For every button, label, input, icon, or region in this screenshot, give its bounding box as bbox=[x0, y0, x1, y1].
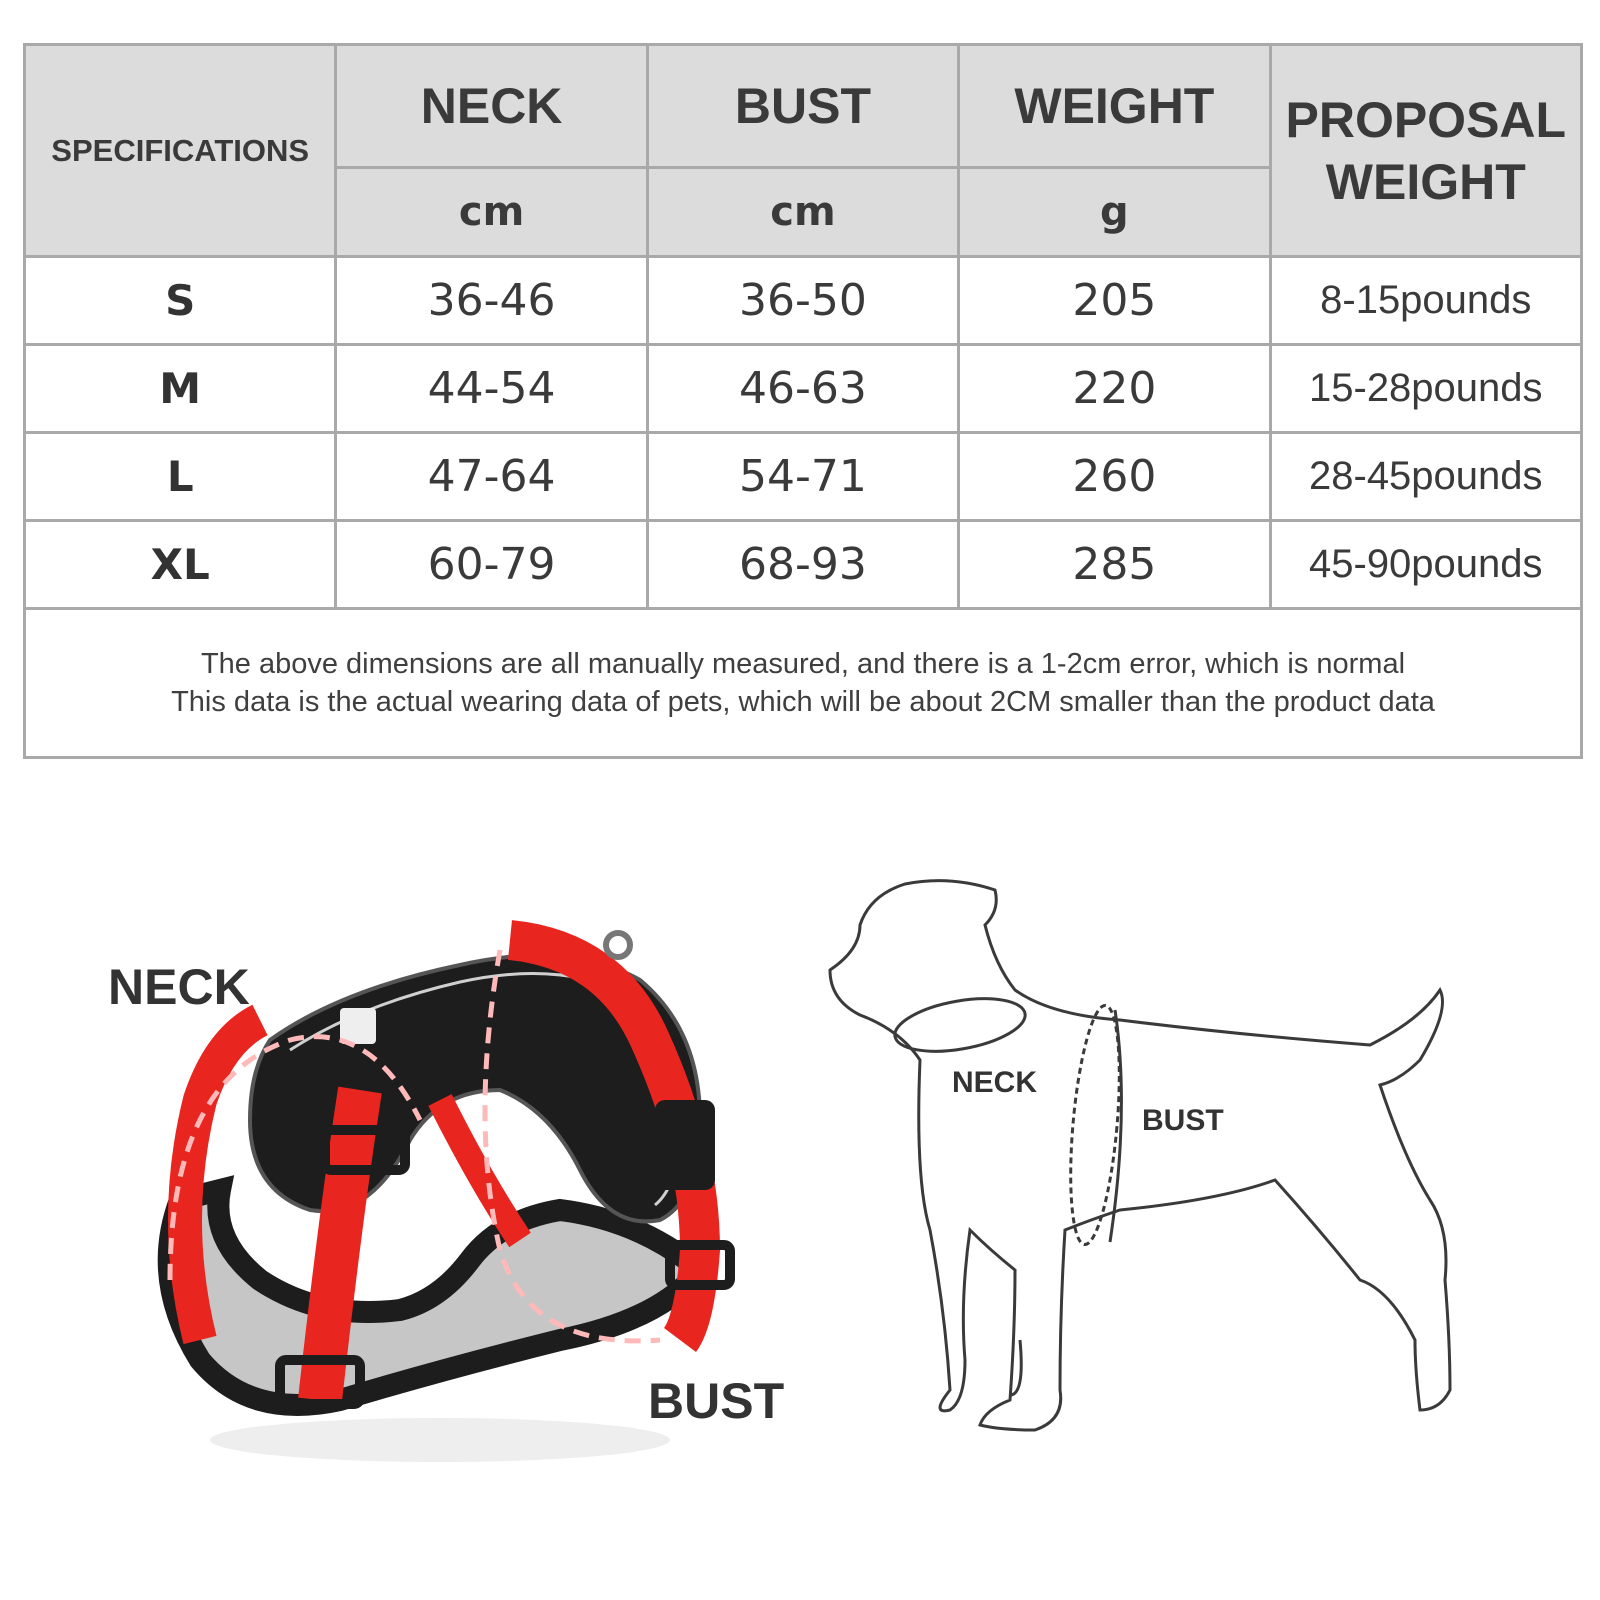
neck-unit: cm bbox=[336, 168, 647, 257]
neck-cell: 60-79 bbox=[336, 521, 647, 609]
proposal-cell: 28-45pounds bbox=[1270, 433, 1581, 521]
weight-header: WEIGHT bbox=[959, 45, 1270, 168]
bust-cell: 46-63 bbox=[647, 345, 958, 433]
harness-neck-label: NECK bbox=[108, 959, 250, 1015]
table-row bbox=[25, 521, 1582, 609]
measurement-note bbox=[25, 609, 1582, 758]
bust-cell: 68-93 bbox=[647, 521, 958, 609]
proposal-line2: WEIGHT bbox=[1325, 153, 1526, 210]
logo-badge bbox=[340, 1008, 376, 1044]
bust-header: BUST bbox=[647, 45, 958, 168]
note-line-2: This data is the actual wearing data of pets, which will be about 2CM smaller than the product data bbox=[171, 686, 1435, 718]
harness-belly-pad bbox=[169, 1190, 700, 1405]
neck-cell: 47-64 bbox=[336, 433, 647, 521]
size-cell: S bbox=[25, 257, 336, 345]
size-cell: M bbox=[25, 345, 336, 433]
harness-side-strap bbox=[440, 1100, 520, 1240]
dog-bust-label: BUST bbox=[1142, 1104, 1224, 1137]
table-row bbox=[25, 257, 1582, 345]
weight-unit: g bbox=[959, 168, 1270, 257]
specifications-header: SPECIFICATIONS bbox=[25, 45, 336, 257]
neck-cell: 44-54 bbox=[336, 345, 647, 433]
weight-cell: 285 bbox=[959, 521, 1270, 609]
d-ring bbox=[606, 933, 630, 957]
note-line-1: The above dimensions are all manually measured, and there is a 1-2cm error, which is normal bbox=[200, 648, 1406, 680]
weight-cell: 260 bbox=[959, 433, 1270, 521]
harness-bust-label: BUST bbox=[648, 1373, 785, 1429]
neck-cell: 36-46 bbox=[336, 257, 647, 345]
dog-outline bbox=[830, 881, 1450, 1430]
bust-cell: 36-50 bbox=[647, 257, 958, 345]
proposal-line1: PROPOSAL bbox=[1285, 91, 1567, 148]
size-cell: L bbox=[25, 433, 336, 521]
proposal-cell: 15-28pounds bbox=[1270, 345, 1581, 433]
proposal-cell: 45-90pounds bbox=[1270, 521, 1581, 609]
size-chart-table bbox=[23, 43, 1583, 759]
neck-ring bbox=[891, 990, 1029, 1060]
table-row bbox=[25, 433, 1582, 521]
weight-cell: 205 bbox=[959, 257, 1270, 345]
proposal-cell: 8-15pounds bbox=[1270, 257, 1581, 345]
size-cell: XL bbox=[25, 521, 336, 609]
weight-cell: 220 bbox=[959, 345, 1270, 433]
table-row bbox=[25, 345, 1582, 433]
proposal-weight-header bbox=[1270, 45, 1581, 257]
neck-header: NECK bbox=[336, 45, 647, 168]
buckle bbox=[655, 1100, 715, 1190]
bust-unit: cm bbox=[647, 168, 958, 257]
bust-cell: 54-71 bbox=[647, 433, 958, 521]
dog-neck-label: NECK bbox=[952, 1066, 1038, 1099]
dog-outline-illustration bbox=[820, 870, 1460, 1460]
